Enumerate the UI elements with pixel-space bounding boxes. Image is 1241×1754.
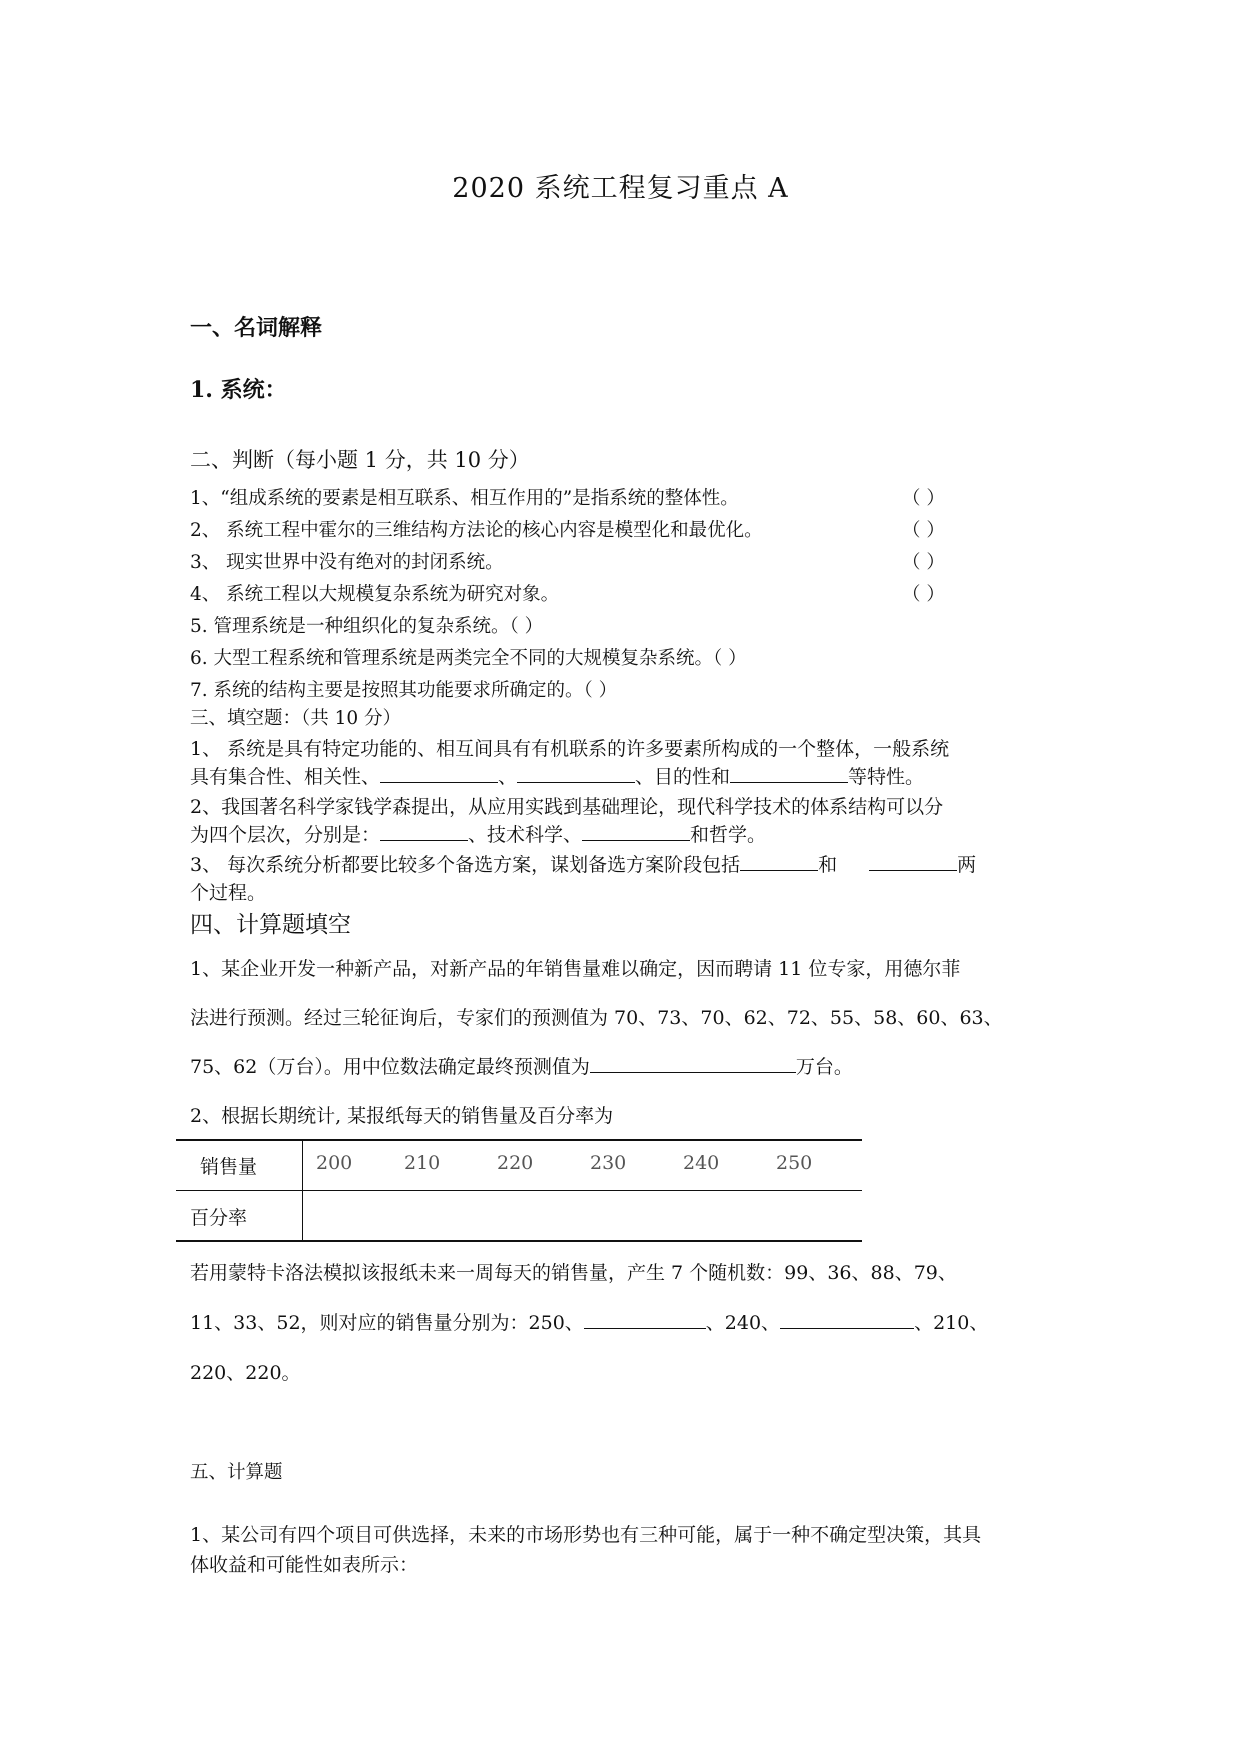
fill-q1-line2 <box>190 762 924 789</box>
fill-q2-text-c: 和哲学。 <box>690 824 767 846</box>
calc-q2-text-c: 、210、 <box>914 1312 989 1334</box>
fill-q1-line1: 1、 系统是具有特定功能的、相互间具有有机联系的许多要素所构成的一个整体，一般系统 <box>190 738 950 760</box>
section3-heading: 三、填空题：（共 10 分） <box>190 708 402 729</box>
calc-q2-line2: 若用蒙特卡洛法模拟该报纸未来一周每天的销售量，产生 7 个随机数：99、36、88、79、 <box>190 1262 957 1284</box>
page-title: 2020 系统工程复习重点 A <box>452 173 789 204</box>
table-cell: 210 <box>404 1152 441 1174</box>
section2-heading: 二、判断（每小题 1 分，共 10 分） <box>190 448 530 472</box>
fill-q3-blank-2[interactable] <box>869 852 957 871</box>
table-row2-label: 百分率 <box>190 1207 248 1229</box>
fill-q2-blank-1[interactable] <box>380 822 468 841</box>
calc-q1-text-a: 75、62（万台）。用中位数法确定最终预测值为 <box>190 1056 590 1078</box>
term-system: 1. 系统： <box>190 377 287 403</box>
table-cell: 220 <box>497 1152 534 1174</box>
fill-q3-line1 <box>190 850 976 877</box>
judge-item-5: 5. 管理系统是一种组织化的复杂系统。（ ） <box>190 616 544 637</box>
calc5-q1-line1: 1、某公司有四个项目可供选择，未来的市场形势也有三种可能，属于一种不确定型决策，其具 <box>190 1524 982 1546</box>
fill-q3-text-b: 和 <box>818 854 838 876</box>
table-middle-rule <box>176 1190 862 1191</box>
judge-item-6: 6. 大型工程系统和管理系统是两类完全不同的大规模复杂系统。（ ） <box>190 648 747 669</box>
calc-q2-blank-1[interactable] <box>584 1310 706 1329</box>
fill-q3-text-c: 两 <box>957 854 977 876</box>
judge-answer-1[interactable]: （ ） <box>902 488 945 509</box>
fill-q3-line2: 个过程。 <box>190 882 267 904</box>
table-cell: 240 <box>683 1152 720 1174</box>
calc-q2-line4: 220、220。 <box>190 1362 301 1384</box>
table-cell: 250 <box>776 1152 813 1174</box>
judge-answer-4[interactable]: （ ） <box>902 584 945 605</box>
fill-q1-text-d: 等特性。 <box>848 766 925 788</box>
judge-item-3: 3、 现实世界中没有绝对的封闭系统。 <box>190 552 504 573</box>
fill-q2-line2 <box>190 820 766 847</box>
fill-q1-blank-1[interactable] <box>380 764 498 783</box>
fill-q2-text-a: 为四个层次，分别是： <box>190 824 381 846</box>
calc-q1-line2: 法进行预测。经过三轮征询后，专家们的预测值为 70、73、70、62、72、55、58、60、63、 <box>190 1007 1003 1029</box>
fill-q1-text-c: 、目的性和 <box>635 766 731 788</box>
calc-q2-text-a: 11、33、52，则对应的销售量分别为：250、 <box>190 1312 584 1334</box>
calc-q1-line3 <box>190 1052 853 1079</box>
fill-q3-blank-1[interactable] <box>740 852 818 871</box>
table-cell: 200 <box>316 1152 353 1174</box>
fill-q1-text-a: 具有集合性、相关性、 <box>190 766 381 788</box>
table-vertical-rule <box>302 1140 303 1240</box>
table-row1-label: 销售量 <box>200 1156 258 1178</box>
calc-q2-line3 <box>190 1308 988 1335</box>
fill-q2-line1: 2、我国著名科学家钱学森提出，从应用实践到基础理论，现代科学技术的体系结构可以分 <box>190 796 944 818</box>
calc-q2-blank-2[interactable] <box>780 1310 914 1329</box>
fill-q1-blank-3[interactable] <box>730 764 848 783</box>
fill-q1-blank-2[interactable] <box>517 764 635 783</box>
section5-heading: 五、计算题 <box>190 1462 283 1483</box>
calc-q1-text-b: 万台。 <box>795 1056 853 1078</box>
judge-item-2: 2、 系统工程中霍尔的三维结构方法论的核心内容是模型化和最优化。 <box>190 520 763 541</box>
section1-heading: 一、名词解释 <box>190 315 323 341</box>
judge-answer-3[interactable]: （ ） <box>902 552 945 573</box>
calc-q2-text-b: 、240、 <box>705 1312 781 1334</box>
fill-q1-text-b: 、 <box>498 766 518 788</box>
table-bottom-rule <box>176 1240 862 1242</box>
fill-q2-text-b: 、技术科学、 <box>468 824 583 846</box>
judge-item-7: 7. 系统的结构主要是按照其功能要求所确定的。（ ） <box>190 680 618 701</box>
calc-q1-blank[interactable] <box>590 1054 796 1073</box>
fill-q2-blank-2[interactable] <box>582 822 690 841</box>
calc-q1-line1: 1、某企业开发一种新产品，对新产品的年销售量难以确定，因而聘请 11 位专家，用德尔菲 <box>190 958 961 980</box>
section4-heading: 四、计算题填空 <box>190 912 351 938</box>
calc5-q1-line2: 体收益和可能性如表所示： <box>190 1554 419 1576</box>
judge-answer-2[interactable]: （ ） <box>902 520 945 541</box>
judge-item-4: 4、 系统工程以大规模复杂系统为研究对象。 <box>190 584 560 605</box>
calc-q2-line1: 2、根据长期统计, 某报纸每天的销售量及百分率为 <box>190 1105 614 1127</box>
table-top-rule <box>176 1139 862 1141</box>
fill-q3-text-a: 3、 每次系统分析都要比较多个备选方案，谋划备选方案阶段包括 <box>190 854 741 876</box>
table-cell: 230 <box>590 1152 627 1174</box>
judge-item-1: 1、“组成系统的要素是相互联系、相互作用的”是指系统的整体性。 <box>190 488 739 509</box>
